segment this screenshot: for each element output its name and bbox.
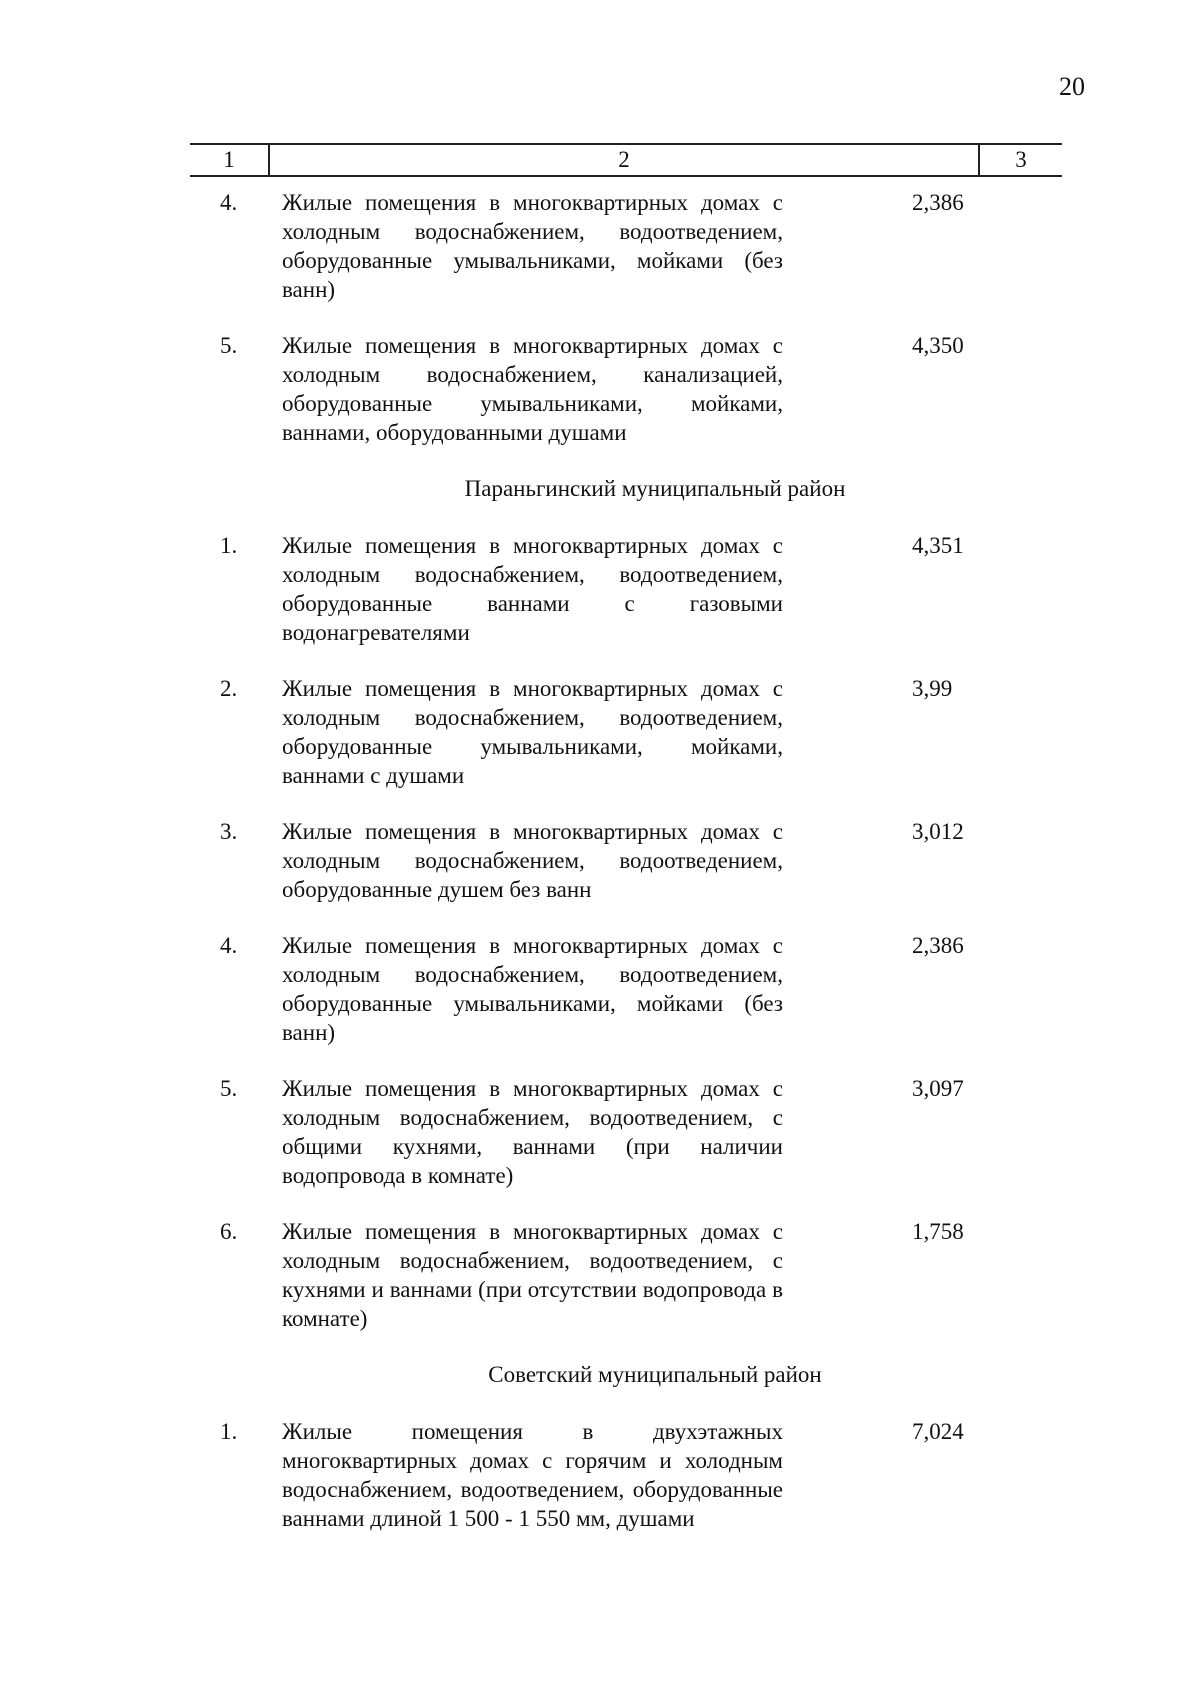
table-row: [0, 931, 1200, 1047]
row-value: 4,351: [912, 533, 964, 558]
table-row: [0, 817, 1200, 904]
row-value: 3,99: [912, 676, 953, 701]
row-number: 5.: [220, 1076, 238, 1101]
row-description: Жилые помещения в многоквартирных домах с холодным водоснабжением, водоотведением, оборудованные умывальниками, мойками (без ванн): [282, 933, 783, 1045]
row-value: 2,386: [912, 933, 964, 958]
row-number: 3.: [220, 819, 238, 844]
row-description: Жилые помещения в многоквартирных домах с холодным водоснабжением, водоотведением, оборудованные умывальниками, мойками (без ванн): [282, 190, 783, 302]
section-title-sovetsky: Советский муниципальный район: [488, 1362, 822, 1387]
table-row: [0, 331, 1200, 447]
table-row: [0, 1217, 1200, 1333]
column-header-2: 2: [270, 145, 980, 175]
table-row: [0, 188, 1200, 304]
row-description: Жилые помещения в многоквартирных домах с холодным водоснабжением, водоотведением, оборудованные душем без ванн: [282, 819, 783, 902]
row-value: 3,012: [912, 819, 964, 844]
row-number: 6.: [220, 1219, 238, 1244]
row-number: 5.: [220, 333, 238, 358]
row-description: Жилые помещения в многоквартирных домах с холодным водоснабжением, канализацией, оборудованные умывальниками, мойками, ваннами, оборудованными душами: [282, 333, 783, 445]
table-row: [0, 1417, 1200, 1533]
row-value: 7,024: [912, 1419, 964, 1444]
section-title-paranginsky: Параньгинский муниципальный район: [464, 476, 846, 501]
row-number: 2.: [220, 676, 238, 701]
row-value: 2,386: [912, 190, 964, 215]
table-header: [190, 143, 1062, 177]
column-header-1: 1: [190, 145, 270, 175]
row-number: 1.: [220, 533, 238, 558]
row-description: Жилые помещения в двухэтажных многоквартирных домах с горячим и холодным водоснабжением, водоотведением, оборудованные ваннами длиной 1 500 - 1 550 мм, душами: [282, 1419, 783, 1531]
row-description: Жилые помещения в многоквартирных домах с холодным водоснабжением, водоотведением, оборудованные умывальниками, мойками, ваннами с душами: [282, 676, 783, 788]
row-number: 4.: [220, 933, 238, 958]
row-description: Жилые помещения в многоквартирных домах с холодным водоснабжением, водоотведением, с общими кухнями, ваннами (при наличии водопровода в комнате): [282, 1076, 783, 1188]
row-description: Жилые помещения в многоквартирных домах с холодным водоснабжением, водоотведением, оборудованные ваннами с газовыми водонагревателями: [282, 533, 783, 645]
row-number: 1.: [220, 1419, 238, 1444]
row-number: 4.: [220, 190, 238, 215]
row-value: 4,350: [912, 333, 964, 358]
row-value: 3,097: [912, 1076, 964, 1101]
row-description: Жилые помещения в многоквартирных домах с холодным водоснабжением, водоотведением, с кухнями и ваннами (при отсутствии водопровода в комнате): [282, 1219, 783, 1331]
table-body: [0, 188, 1200, 1560]
table-row: [0, 531, 1200, 647]
column-header-3: 3: [1015, 147, 1027, 172]
table-row: [0, 674, 1200, 790]
table-row: [0, 1074, 1200, 1190]
page-number: 20: [1059, 72, 1085, 101]
row-value: 1,758: [912, 1219, 964, 1244]
